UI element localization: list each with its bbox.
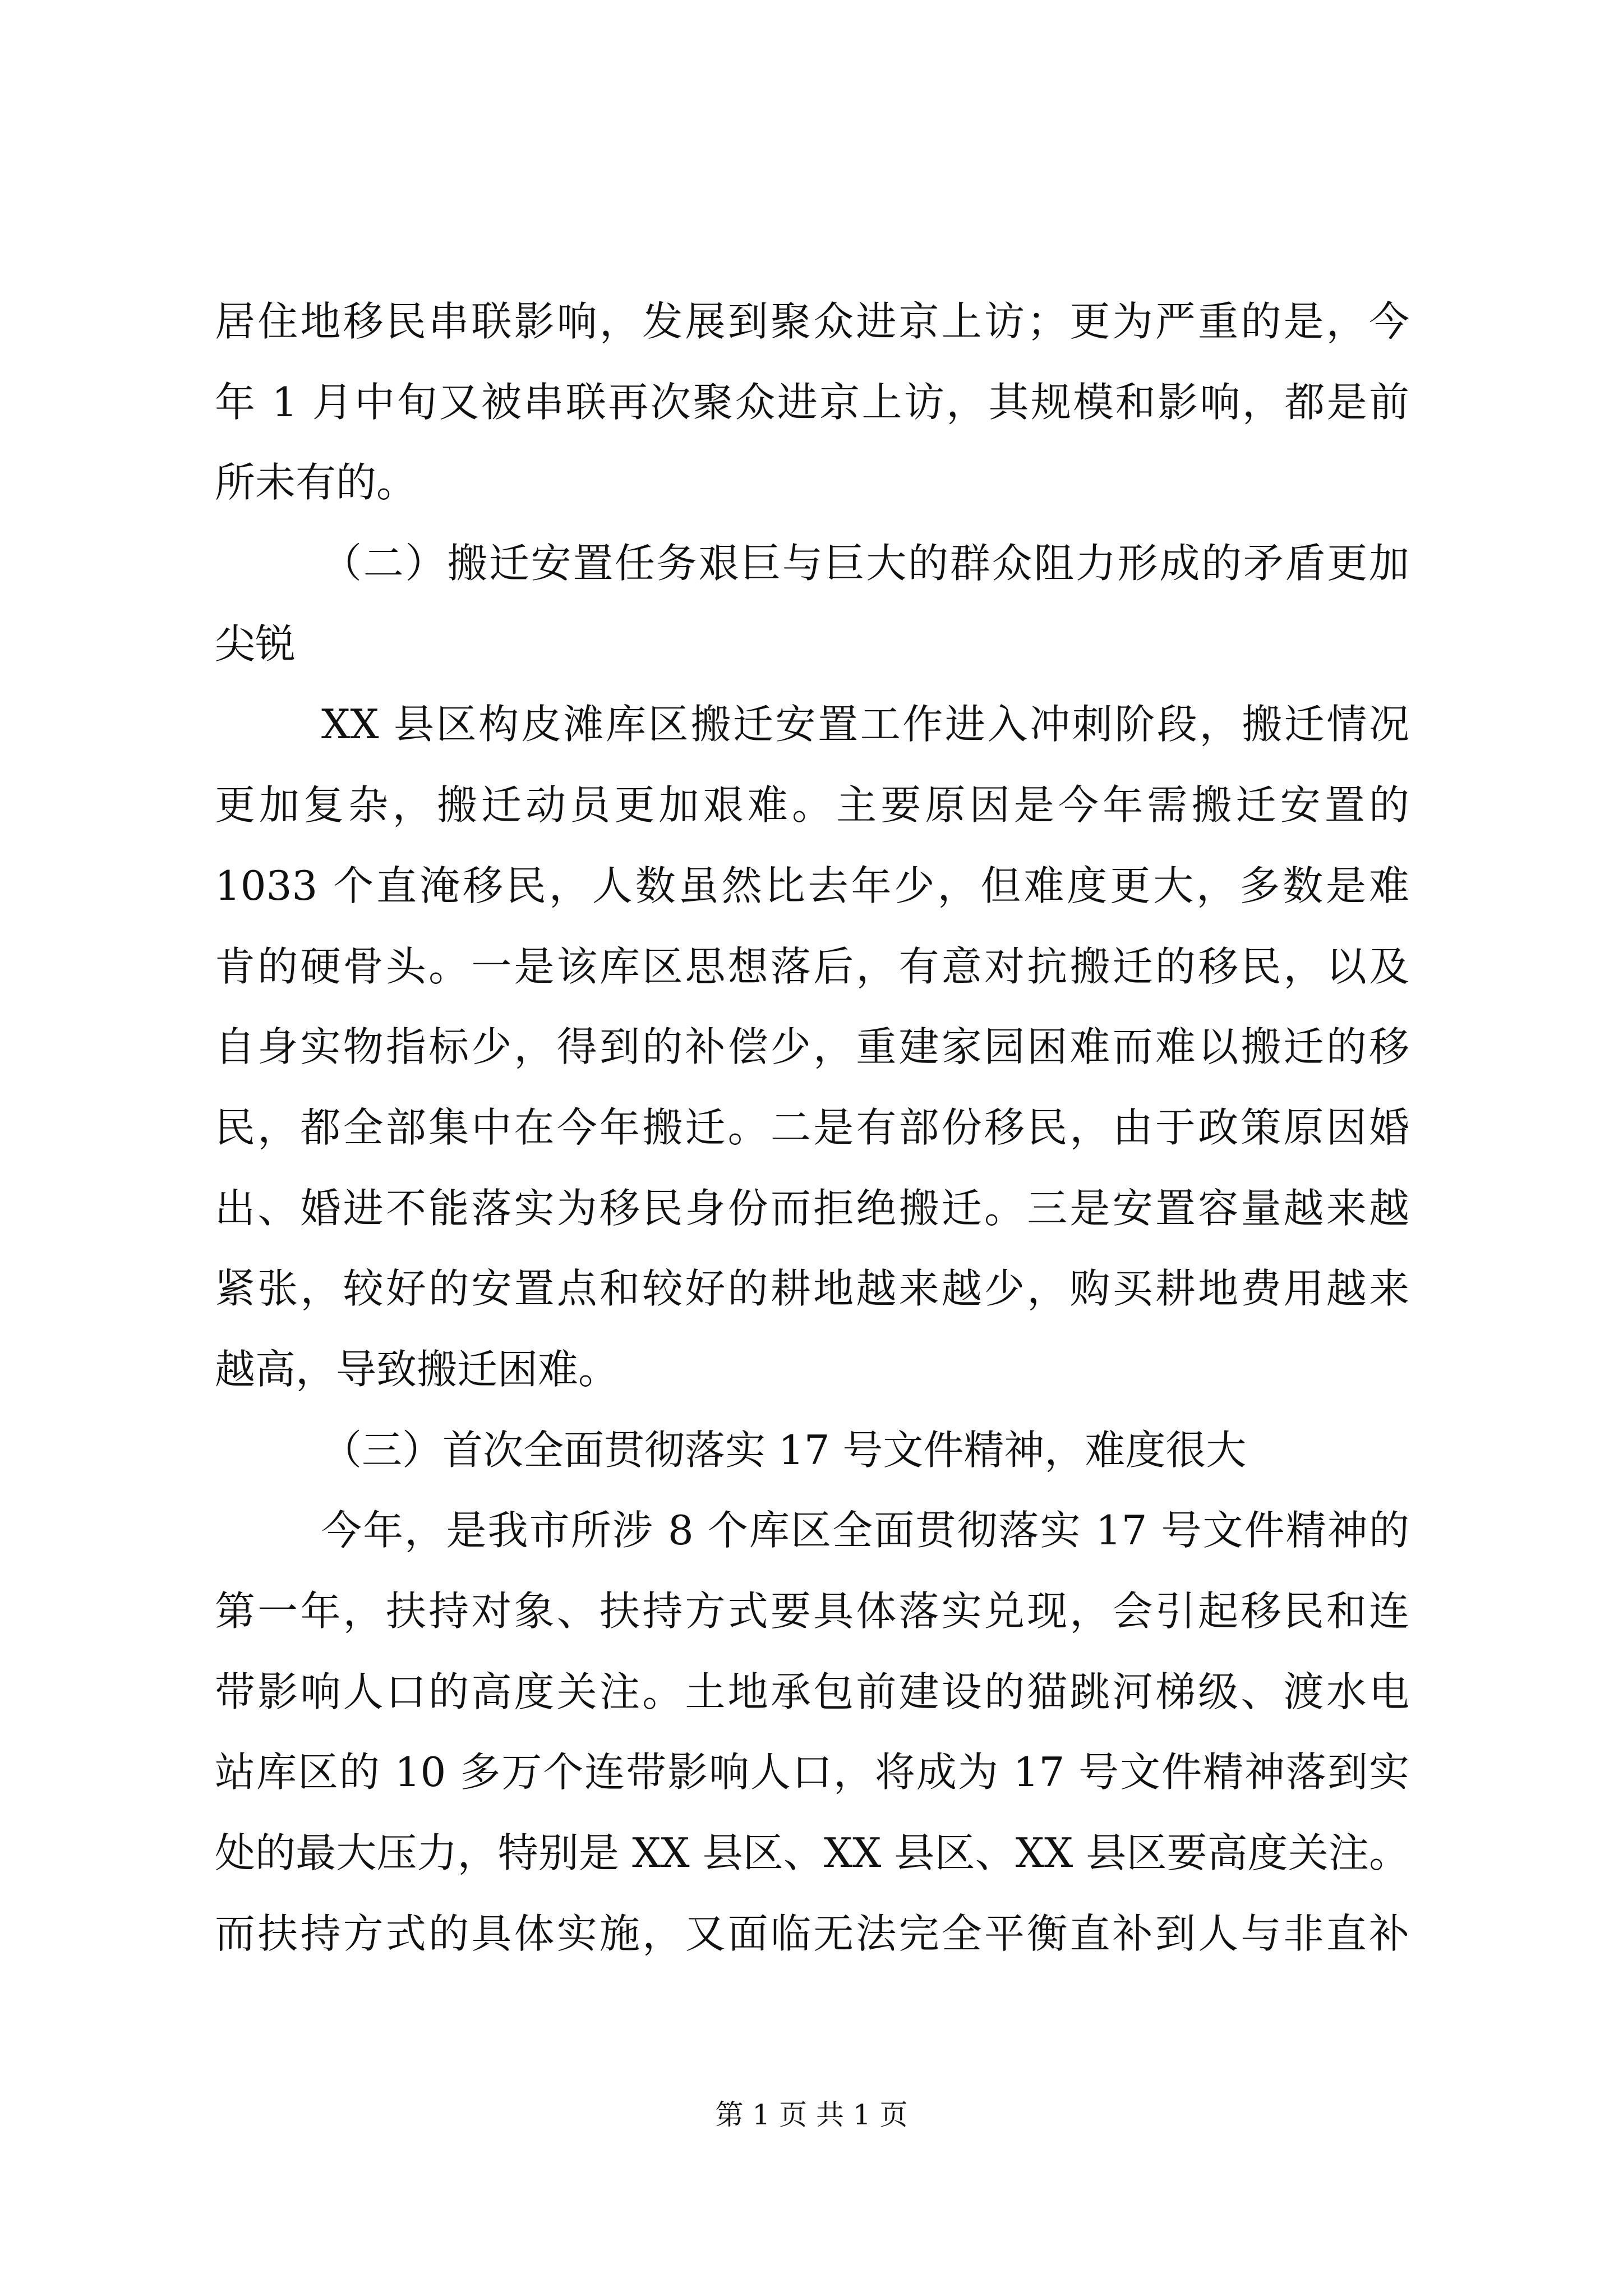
text-line: 站库区的 10 多万个连带影响人口，将成为 17 号文件精神落到实 bbox=[215, 1749, 1409, 1796]
text-line: 肯的硬骨头。一是该库区思想落后，有意对抗搬迁的移民，以及 bbox=[215, 942, 1409, 990]
text-line: 更加复杂，搬迁动员更加艰难。主要原因是今年需搬迁安置的 bbox=[215, 781, 1409, 829]
text-line: 居住地移民串联影响，发展到聚众进京上访；更为严重的是，今 bbox=[215, 298, 1409, 345]
text-line: 而扶持方式的具体实施，又面临无法完全平衡直补到人与非直补 bbox=[215, 1910, 1409, 1957]
section-heading-2: （二）搬迁安置任务艰巨与巨大的群众阻力形成的矛盾更加 bbox=[321, 540, 1409, 587]
text-line: 所未有的。 bbox=[215, 459, 417, 507]
page-footer: 第 1 页 共 1 页 bbox=[715, 2099, 908, 2131]
text-line: 年 1 月中旬又被串联再次聚众进京上访，其规模和影响，都是前 bbox=[215, 378, 1409, 426]
text-line: 带影响人口的高度关注。土地承包前建设的猫跳河梯级、渡水电 bbox=[215, 1668, 1409, 1715]
body-text bbox=[215, 282, 1409, 1974]
text-line: XX 县区构皮滩库区搬迁安置工作进入冲刺阶段，搬迁情况 bbox=[321, 701, 1409, 748]
section-heading-2-continued: 尖锐 bbox=[215, 620, 296, 668]
text-line: 出、婚进不能落实为移民身份而拒绝搬迁。三是安置容量越来越 bbox=[215, 1184, 1409, 1232]
text-line: 1033 个直淹移民，人数虽然比去年少，但难度更大，多数是难 bbox=[215, 862, 1409, 909]
text-line: 第一年，扶持对象、扶持方式要具体落实兑现，会引起移民和连 bbox=[215, 1588, 1409, 1635]
text-line: 自身实物指标少，得到的补偿少，重建家园困难而难以搬迁的移 bbox=[215, 1023, 1409, 1071]
section-heading-3: （三）首次全面贯彻落实 17 号文件精神，难度很大 bbox=[321, 1426, 1247, 1474]
text-line: 紧张，较好的安置点和较好的耕地越来越少，购买耕地费用越来 bbox=[215, 1265, 1409, 1313]
text-line: 处的最大压力，特别是 XX 县区、XX 县区、XX 县区要高度关注。 bbox=[215, 1829, 1409, 1877]
text-line: 今年，是我市所涉 8 个库区全面贯彻落实 17 号文件精神的 bbox=[321, 1507, 1409, 1554]
text-line: 越高，导致搬迁困难。 bbox=[215, 1345, 619, 1393]
text-line: 民，都全部集中在今年搬迁。二是有部份移民，由于政策原因婚 bbox=[215, 1103, 1409, 1151]
